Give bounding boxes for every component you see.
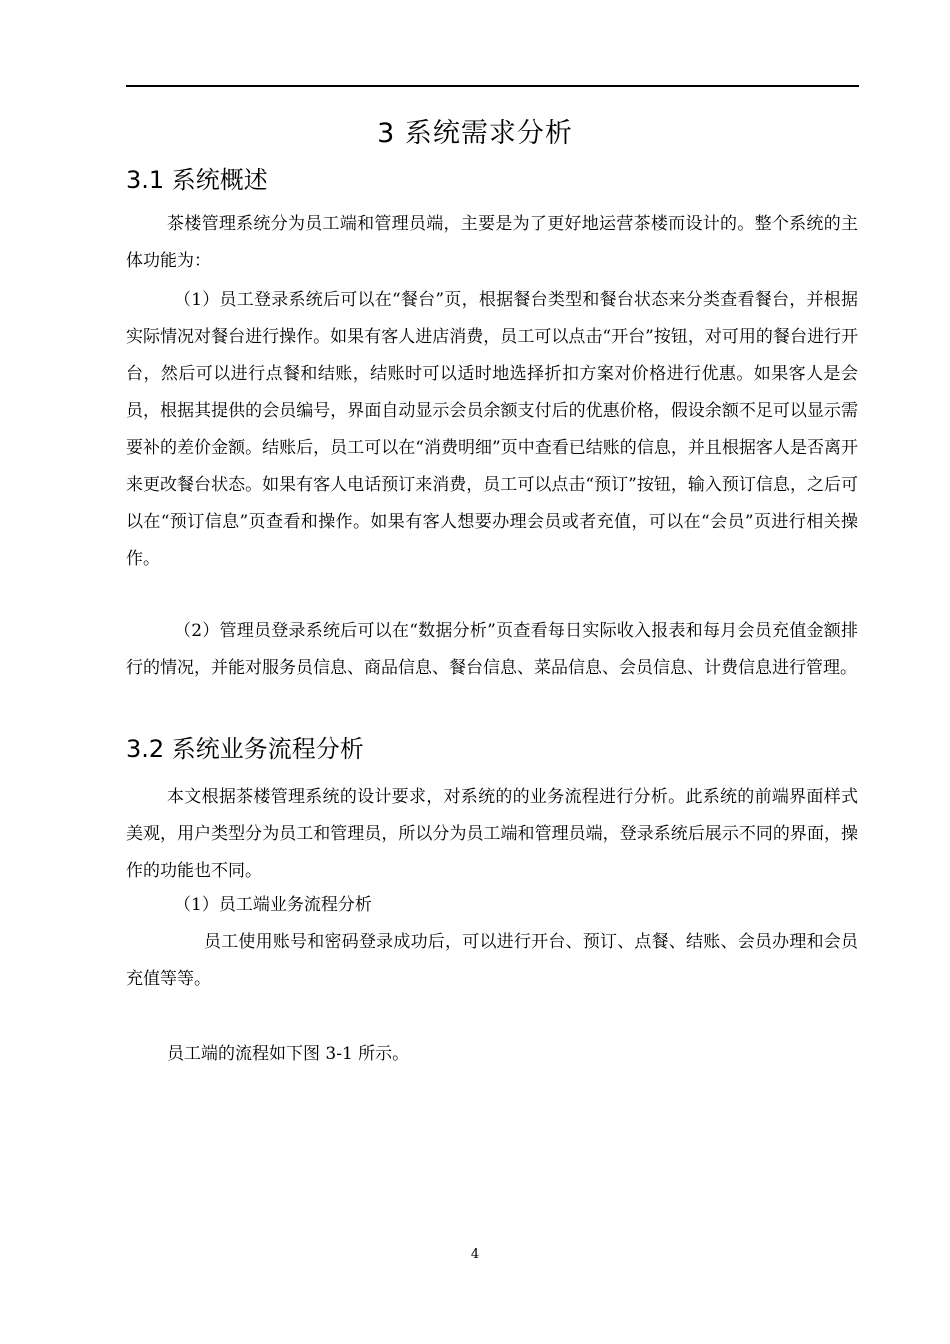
chapter-title: 3 系统需求分析 — [377, 118, 573, 149]
paragraph-figure-reference: 员工端的流程如下图 3-1 所示。 — [167, 1044, 410, 1064]
paragraph-employee-flow: 员工使用账号和密码登录成功后，可以进行开台、预订、点餐、结账、会员办理和会员充值等等。 — [126, 932, 858, 989]
paragraph-employee-functions: （1）员工登录系统后可以在“餐台”页，根据餐台类型和餐台状态来分类查看餐台，并根据实际情况对餐台进行操作。如果有客人进店消费，员工可以点击“开台”按钮，对可用的餐台进行开台，然后可以进行点餐和结账，结账时可以适时地选择折扣方案对价格进行优惠。如果客人是会员，根据其提供的会员编号，界面自动显示会员余额支付后的优惠价格，假设余额不足可以显示需要补的差价金额。结账后，员工可以在“消费明细”页中查看已结账的信息，并且根据客人是否离开来更改餐台状态。如果有客人电话预订来消费，员工可以点击“预订”按钮，输入预订信息，之后可以在“预订信息”页查看和操作。如果有客人想要办理会员或者充值，可以在“会员”页进行相关操作。 — [126, 290, 858, 569]
header-rule — [126, 85, 859, 87]
paragraph-employee-flow-heading: （1）员工端业务流程分析 — [174, 895, 372, 915]
section-heading-3-2: 3.2 系统业务流程分析 — [126, 735, 364, 763]
paragraph-flow-intro: 本文根据茶楼管理系统的设计要求，对系统的的业务流程进行分析。此系统的前端界面样式美观，用户类型分为员工和管理员，所以分为员工端和管理员端，登录系统后展示不同的界面，操作的功能也不同。 — [126, 787, 858, 881]
paragraph-admin-functions: （2）管理员登录系统后可以在“数据分析”页查看每日实际收入报表和每月会员充值金额排行的情况，并能对服务员信息、商品信息、餐台信息、菜品信息、会员信息、计费信息进行管理。 — [126, 621, 858, 678]
section-heading-3-1: 3.1 系统概述 — [126, 166, 268, 194]
page-number: 4 — [470, 1247, 480, 1262]
paragraph-overview-intro: 茶楼管理系统分为员工端和管理员端，主要是为了更好地运营茶楼而设计的。整个系统的主体功能为： — [126, 214, 858, 271]
